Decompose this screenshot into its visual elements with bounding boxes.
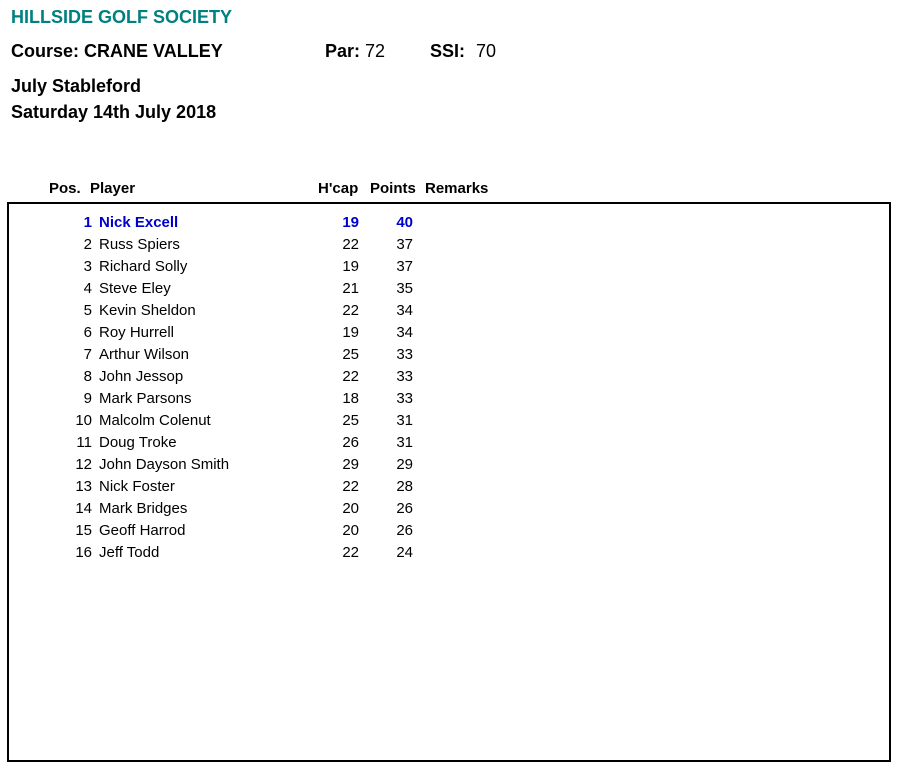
society-title: HILLSIDE GOLF SOCIETY <box>11 7 233 27</box>
result-pos: 2 <box>83 236 92 253</box>
result-points: 37 <box>396 236 413 253</box>
result-points: 33 <box>396 346 413 363</box>
result-points: 40 <box>396 214 413 231</box>
result-hcap: 25 <box>342 412 359 429</box>
result-player: Nick Foster <box>99 478 175 495</box>
table-row <box>9 434 509 456</box>
result-hcap: 26 <box>342 434 359 451</box>
result-pos: 16 <box>75 544 92 561</box>
result-player: Mark Bridges <box>99 500 188 517</box>
table-row <box>9 478 509 500</box>
ssi-label: SSI: <box>430 41 466 61</box>
result-hcap: 25 <box>342 346 359 363</box>
col-header-pos: Pos. <box>49 180 81 197</box>
result-hcap: 19 <box>342 258 359 275</box>
result-pos: 3 <box>83 258 92 275</box>
result-player: Steve Eley <box>99 280 171 297</box>
result-player: John Dayson Smith <box>99 456 230 473</box>
result-pos: 7 <box>83 346 92 363</box>
table-row <box>9 522 509 544</box>
result-pos: 11 <box>76 434 92 451</box>
result-player: Richard Solly <box>99 258 188 275</box>
result-hcap: 29 <box>342 456 359 473</box>
table-row <box>9 346 509 368</box>
result-player: Malcolm Colenut <box>99 412 211 429</box>
result-hcap: 19 <box>342 214 359 231</box>
result-hcap: 22 <box>342 478 359 495</box>
table-row <box>9 324 509 346</box>
result-pos: 15 <box>75 522 92 539</box>
result-player: John Jessop <box>99 368 184 385</box>
table-row <box>9 280 509 302</box>
competition-date: Saturday 14th July 2018 <box>11 102 217 122</box>
par-value: 72 <box>365 41 386 61</box>
result-hcap: 22 <box>342 302 359 319</box>
result-points: 33 <box>396 390 413 407</box>
result-hcap: 20 <box>342 522 359 539</box>
result-hcap: 22 <box>342 236 359 253</box>
result-player: Jeff Todd <box>99 544 160 561</box>
result-pos: 1 <box>83 214 92 231</box>
result-pos: 13 <box>75 478 92 495</box>
col-header-hcap: H'cap <box>318 180 359 197</box>
result-pos: 12 <box>75 456 92 473</box>
table-row <box>9 302 509 324</box>
result-player: Geoff Harrod <box>99 522 186 539</box>
result-hcap: 22 <box>342 544 359 561</box>
table-row <box>9 258 509 280</box>
course-label: Course: <box>11 41 80 61</box>
table-row <box>9 214 509 236</box>
result-player: Arthur Wilson <box>99 346 190 363</box>
table-row <box>9 390 509 412</box>
table-row <box>9 500 509 522</box>
result-player: Mark Parsons <box>99 390 192 407</box>
result-points: 35 <box>396 280 413 297</box>
course-line <box>11 41 223 62</box>
result-points: 26 <box>396 522 413 539</box>
result-pos: 8 <box>83 368 92 385</box>
result-player: Nick Excell <box>99 214 179 231</box>
col-header-points: Points <box>370 180 416 197</box>
result-pos: 10 <box>75 412 92 429</box>
result-points: 34 <box>396 324 413 341</box>
result-points: 37 <box>396 258 413 275</box>
par-line <box>325 41 385 62</box>
result-player: Doug Troke <box>99 434 177 451</box>
result-player: Kevin Sheldon <box>99 302 196 319</box>
result-pos: 4 <box>83 280 92 297</box>
col-header-remarks: Remarks <box>425 180 489 197</box>
result-hcap: 22 <box>342 368 359 385</box>
result-pos: 9 <box>83 390 92 407</box>
result-player: Russ Spiers <box>99 236 180 253</box>
results-table <box>7 202 891 762</box>
result-pos: 5 <box>83 302 92 319</box>
result-pos: 6 <box>83 324 92 341</box>
result-hcap: 18 <box>342 390 359 407</box>
result-points: 34 <box>396 302 413 319</box>
result-hcap: 21 <box>342 280 359 297</box>
result-points: 28 <box>396 478 413 495</box>
result-points: 31 <box>396 434 413 451</box>
table-row <box>9 412 509 434</box>
competition-title: July Stableford <box>11 76 142 96</box>
ssi-line <box>430 41 496 62</box>
result-points: 24 <box>396 544 413 561</box>
result-points: 29 <box>396 456 413 473</box>
table-row <box>9 544 509 566</box>
col-header-player: Player <box>90 180 136 197</box>
course-name: CRANE VALLEY <box>84 41 223 61</box>
table-row <box>9 456 509 478</box>
result-hcap: 19 <box>342 324 359 341</box>
par-label: Par: <box>325 41 361 61</box>
result-points: 26 <box>396 500 413 517</box>
table-row <box>9 368 509 390</box>
result-points: 33 <box>396 368 413 385</box>
result-hcap: 20 <box>342 500 359 517</box>
table-row <box>9 236 509 258</box>
ssi-value: 70 <box>476 41 497 61</box>
result-points: 31 <box>396 412 413 429</box>
result-pos: 14 <box>75 500 92 517</box>
result-player: Roy Hurrell <box>99 324 175 341</box>
